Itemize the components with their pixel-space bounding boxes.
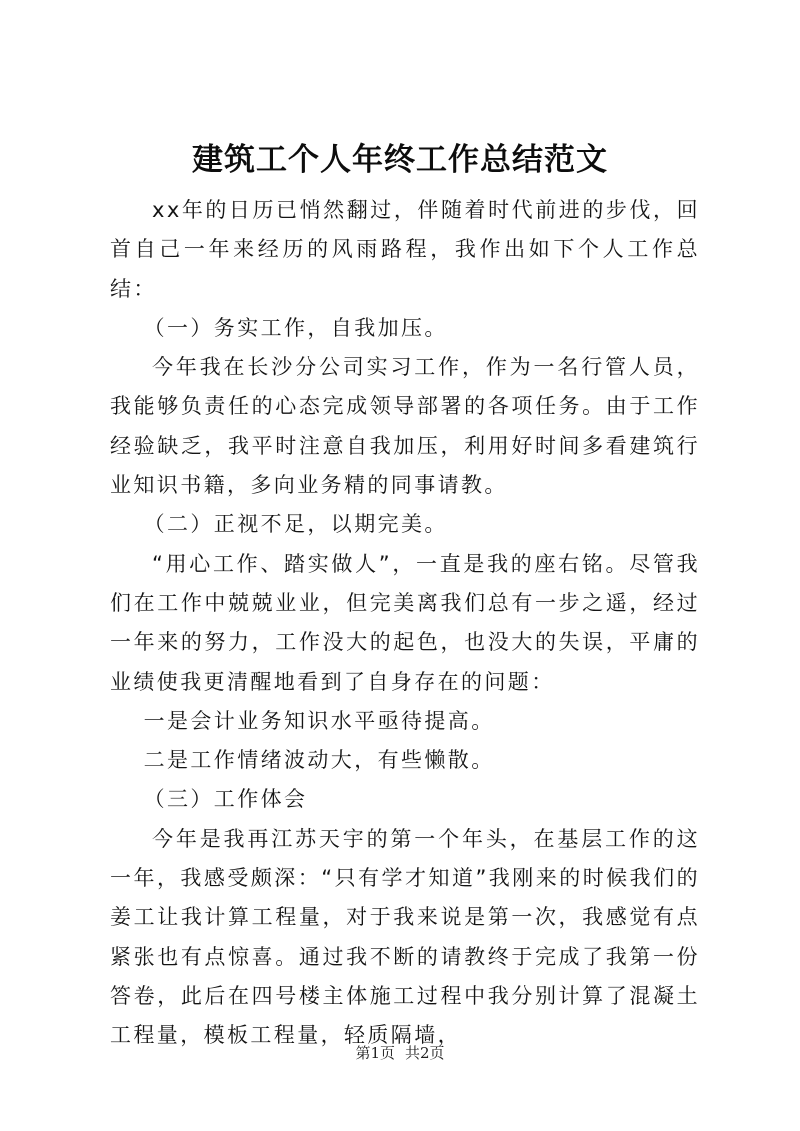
section-heading-1: （一）务实工作，自我加压。 [143,315,448,340]
paragraph-section-3: 今年是我再江苏天宇的第一个年头，在基层工作的这一年，我感受颇深：“只有学才知道”我刚来的时候我们的姜工让我计算工程量，对于我来说是第一次，我感觉有点紧张也有点惊喜。通过我不断的请教终于完成了我第一份答卷，此后在四号楼主体施工过程中我分别计算了混凝土工程量，模板工程量，轻质隔墙， [110,826,700,1048]
page-footer [0,1043,800,1063]
document-body [110,191,700,1056]
page-number: 第1页 [355,1044,395,1062]
list-item-problem-1: 一是会计业务知识水平亟待提高。 [143,708,495,733]
paragraph-intro: xx年的日历已悄然翻过，伴随着时代前进的步伐，回首自己一年来经历的风雨路程，我作出如下个人工作总结： [110,198,700,301]
paragraph-section-2: “用心工作、踏实做人”，一直是我的座右铭。尽管我们在工作中兢兢业业，但完美离我们总有一步之遥，经过一年来的努力，工作没大的起色，也没大的失误，平庸的业绩使我更清醒地看到了自身存在的问题： [110,551,700,694]
document-title: 建筑工个人年终工作总结范文 [192,142,608,178]
paragraph-section-1: 今年我在长沙分公司实习工作，作为一名行管人员，我能够负责任的心态完成领导部署的各项任务。由于工作经验缺乏，我平时注意自我加压，利用好时间多看建筑行业知识书籍，多向业务精的同事请教。 [110,355,700,498]
section-heading-3: （三）工作体会 [143,787,308,812]
section-heading-2: （二）正视不足，以期完美。 [143,512,448,537]
list-item-problem-2: 二是工作情绪波动大，有些懒散。 [143,748,495,773]
page-total: 共2页 [405,1044,445,1062]
